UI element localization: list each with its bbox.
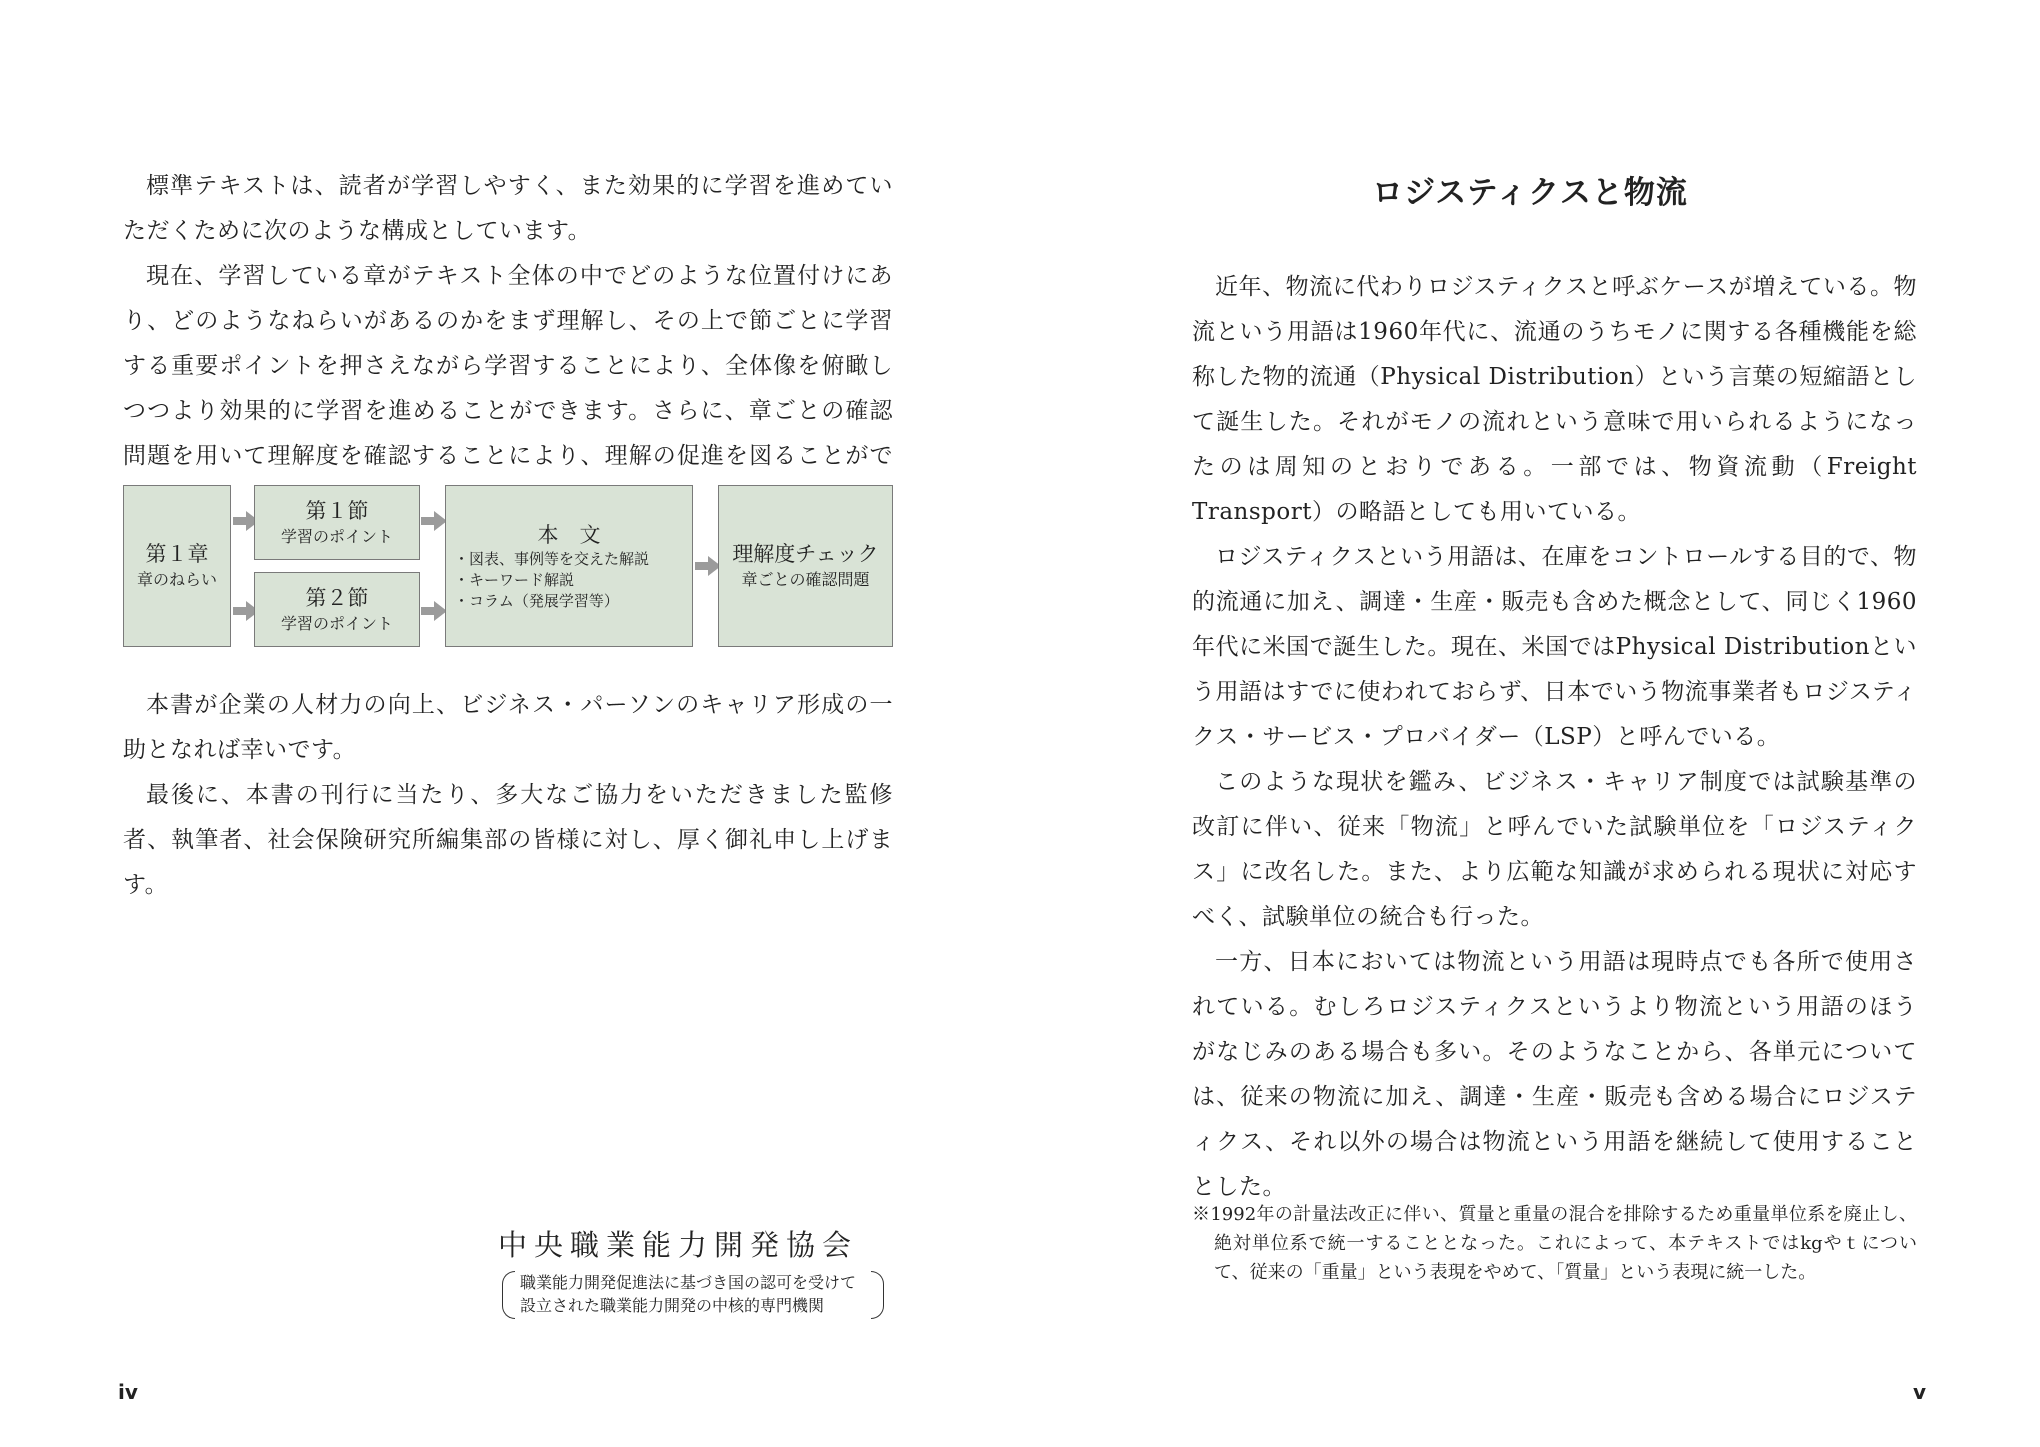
organization-name: 中央職業能力開発協会: [498, 1228, 859, 1262]
arrow-right-icon: [421, 511, 447, 531]
section1-subtitle: 学習のポイント: [280, 526, 393, 546]
closing-paragraph-2: 最後に、本書の刊行に当たり、多大なご協力をいただきました監修者、執筆者、社会保険研究所編集部の皆様に対し、厚く御礼申し上げます。: [123, 782, 893, 898]
body-item-2: ・キーワード解説: [454, 570, 575, 589]
section2-box: [254, 572, 420, 647]
check-title: 理解度チェック: [732, 542, 879, 566]
section2-title: 第２節: [305, 585, 369, 610]
article-paragraph-4: 一方、日本においては物流という用語は現時点でも各所で使用されている。むしろロジスティクスというより物流という用語のほうがなじみのある場合も多い。そのようなことから、各単元については、従来の物流に加え、調達・生産・販売も含める場合にロジスティクス、それ以外の場合は物流という用語を継続して使用することとした。: [1192, 949, 1917, 1200]
body-title: 本 文: [537, 522, 601, 547]
right-page: [1020, 0, 2040, 1447]
page-number-left: iv: [118, 1380, 138, 1404]
body-box: [445, 485, 693, 647]
chapter-box: [123, 485, 231, 647]
section1-title: 第１節: [305, 498, 369, 523]
organization-description-line1: 職業能力開発促進法に基づき国の認可を受けて: [520, 1273, 857, 1292]
organization-signature: [498, 1225, 898, 1317]
organization-description: [502, 1271, 898, 1317]
intro-paragraph-1: 標準テキストは、読者が学習しやすく、また効果的に学習を進めていただくために次のような構成としています。: [123, 173, 893, 244]
article-paragraph-3: このような現状を鑑み、ビジネス・キャリア制度では試験基準の改訂に伴い、従来「物流」と呼んでいた試験単位を「ロジスティクス」に改名した。また、より広範な知識が求められる現状に対応すべく、試験単位の統合も行った。: [1192, 769, 1917, 930]
intro-paragraph-2: 現在、学習している章がテキスト全体の中でどのような位置付けにあり、どのようなねらいがあるのかをまず理解し、その上で節ごとに学習する重要ポイントを押さえながら学習することにより、全体像を俯瞰しつつより効果的に学習を進めることができます。さらに、章ごとの確認問題を用いて理解度を確認することにより、理解の促進を図ることがで: [123, 263, 894, 469]
chapter-title: 第１章: [145, 542, 209, 566]
footnote: ※1992年の計量法改正に伴い、質量と重量の混合を排除するため重量単位系を廃止し、絶対単位系で統一することとなった。これによって、本テキストではkgやｔについて、従来の「重量」という表現をやめて、「質量」という表現に統一した。: [1192, 1204, 1917, 1283]
chapter-subtitle: 章のねらい: [136, 570, 217, 589]
closing-text: [123, 683, 893, 908]
check-subtitle: 章ごとの確認問題: [741, 570, 870, 589]
page-number-right: v: [1913, 1380, 1927, 1404]
check-box: [718, 485, 893, 647]
article-paragraph-1: 近年、物流に代わりロジスティクスと呼ぶケースが増えている。物流という用語は1960年代に、流通のうちモノに関する各種機能を総称した物的流通（Physical Distribution）という言葉の短縮語として誕生した。それがモノの流れという意味で用いられるようになったのは周知のとおりである。一部では、物資流動（Freight Transport）の略語としても用いている。: [1192, 274, 1917, 525]
structure-diagram: [123, 485, 893, 647]
body-item-3: ・コラム（発展学習等）: [454, 591, 619, 610]
section1-box: [254, 485, 420, 560]
closing-paragraph-1: 本書が企業の人材力の向上、ビジネス・パーソンのキャリア形成の一助となれば幸いです。: [123, 692, 893, 763]
intro-text: [123, 164, 893, 524]
article-text: [1192, 265, 1917, 1210]
body-item-1: ・図表、事例等を交えた解説: [454, 549, 650, 568]
section2-subtitle: 学習のポイント: [280, 613, 393, 633]
organization-description-line2: 設立された職業能力開発の中核的専門機関: [520, 1296, 825, 1315]
page-title: ロジスティクスと物流: [1372, 175, 1688, 211]
arrow-right-icon: [421, 601, 447, 621]
article-paragraph-2: ロジスティクスという用語は、在庫をコントロールする目的で、物的流通に加え、調達・生産・販売も含めた概念として、同じく1960年代に米国で誕生した。現在、米国ではPhysical Distributionという用語はすでに使われておらず、日本でいう物流事業者もロジスティクス・サービス・プロバイダー（LSP）と呼んでいる。: [1192, 544, 1917, 750]
